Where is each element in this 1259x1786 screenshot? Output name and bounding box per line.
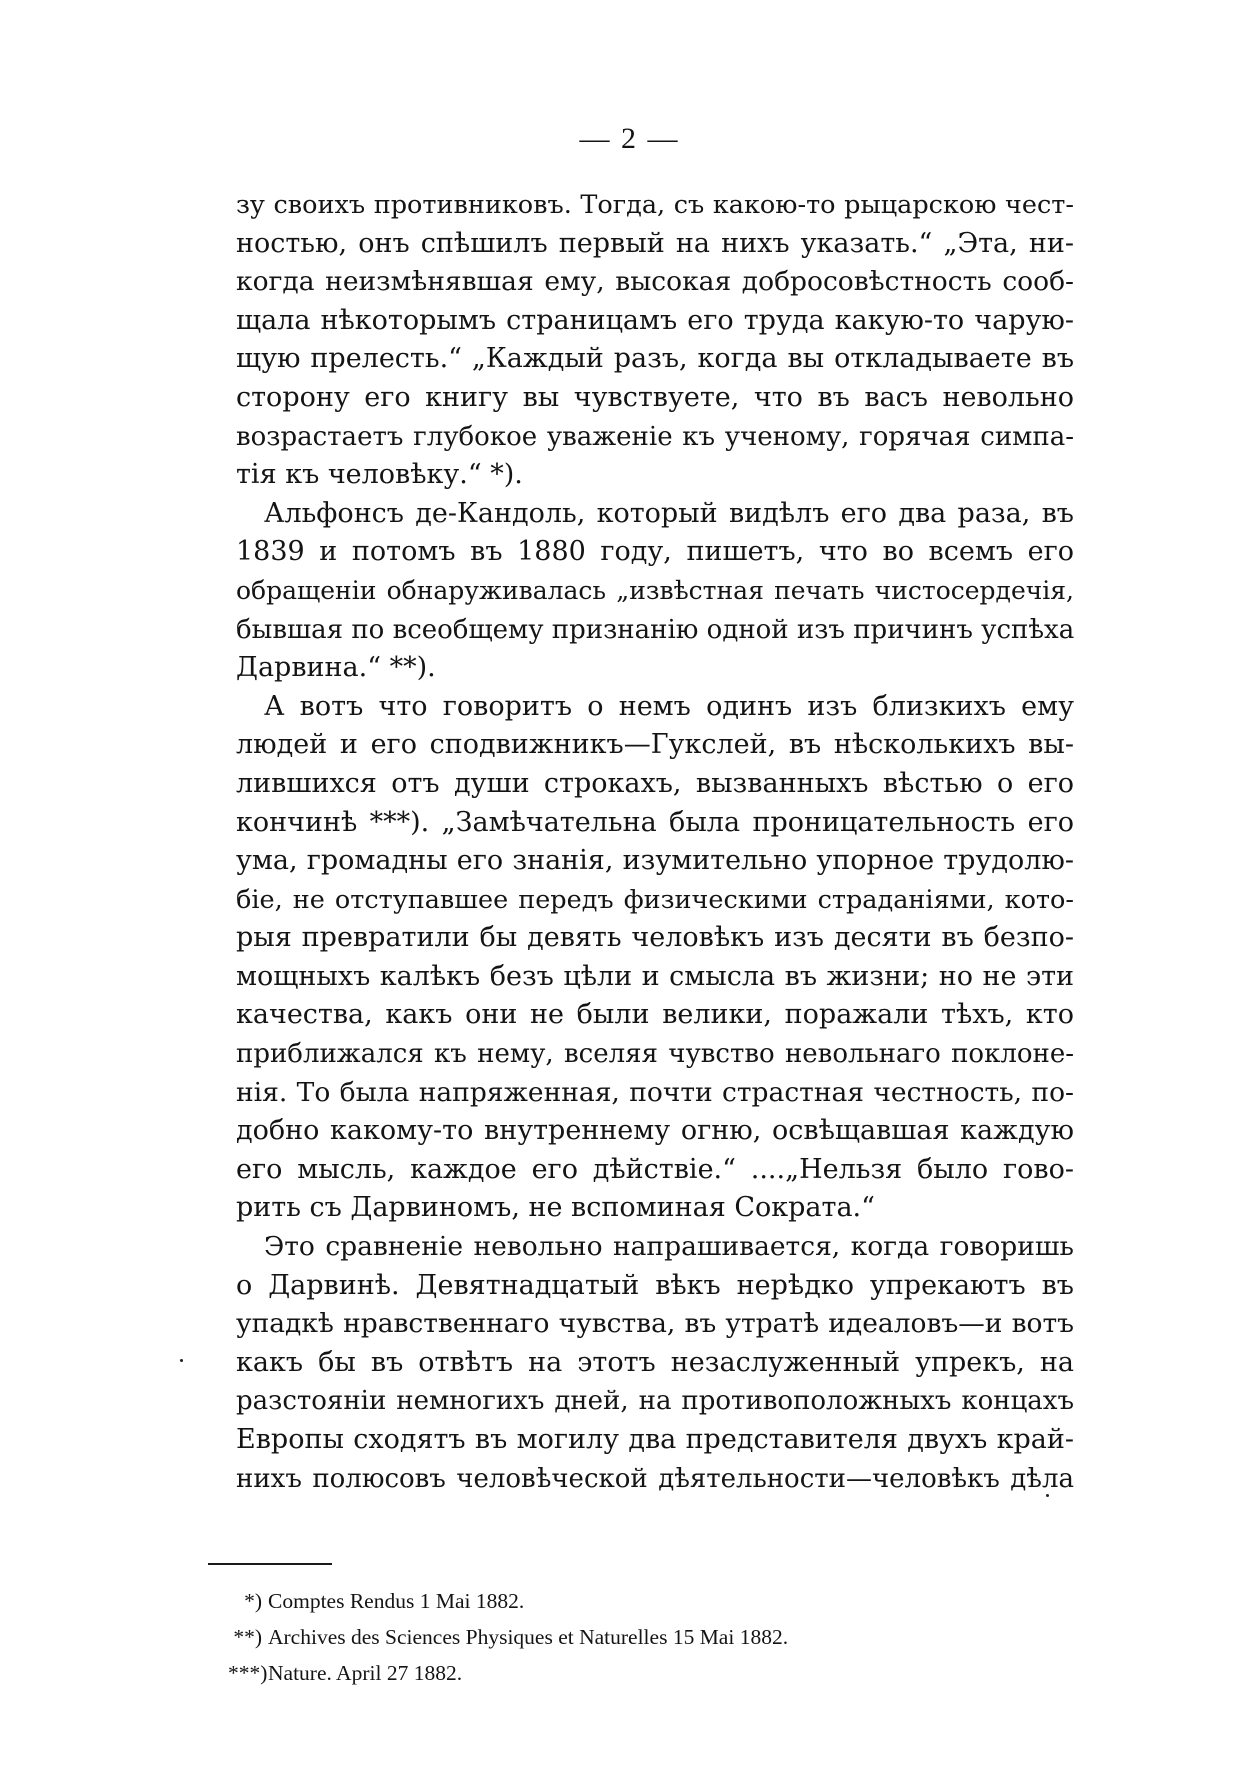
main-text xyxy=(236,186,1074,1498)
text-line: о Дарвинѣ. Девятнадцатый вѣкъ нерѣдко упрекаютъ въ xyxy=(236,1269,1074,1301)
text-line: тія къ человѣку.“ *). xyxy=(236,459,523,491)
text-line: щала нѣкоторымъ страницамъ его труда какую-то чарую- xyxy=(236,304,1074,336)
text-line: ума, громадны его знанія, изумительно упорное трудолю- xyxy=(236,845,1074,877)
footnote xyxy=(228,1583,1028,1619)
footnote-text: Archives des Sciences Physiques et Naturelles 15 Mai 1882. xyxy=(268,1625,789,1649)
text-line: бывшая по всеобщему признанію одной изъ причинъ успѣха xyxy=(236,614,1075,645)
text-line: рить съ Дарвиномъ, не вспоминая Сократа.“ xyxy=(236,1192,875,1224)
text-line: сторону его книгу вы чувствуете, что въ васъ невольно xyxy=(236,381,1074,413)
text-line: какъ бы въ отвѣтъ на этотъ незаслуженный упрекъ, на xyxy=(236,1346,1074,1378)
text-line: добно какому-то внутреннему огню, освѣщавшая каждую xyxy=(236,1115,1074,1147)
text-line: біе, не отступавшее передъ физическими страданіями, кото- xyxy=(236,884,1074,915)
footnotes xyxy=(228,1583,1028,1691)
page-number: — 2 — xyxy=(579,122,680,155)
footnote-mark: **) xyxy=(233,1625,262,1649)
footnote-mark: *) xyxy=(244,1589,262,1613)
text-line: мощныхъ калѣкъ безъ цѣли и смысла въ жизни; но не эти xyxy=(236,960,1074,992)
text-line: Альфонсъ де-Кандоль, который видѣлъ его два раза, въ xyxy=(264,497,1074,529)
print-speck xyxy=(1046,1494,1049,1497)
text-line: кончинѣ ***). „Замѣчательна была проницательность его xyxy=(236,806,1074,838)
text-line: А вотъ что говоритъ о немъ одинъ изъ близкихъ ему xyxy=(264,690,1074,722)
text-line: ностью, онъ спѣшилъ первый на нихъ указать.“ „Эта, ни- xyxy=(236,227,1074,259)
footnote-divider xyxy=(208,1563,332,1565)
text-line: качества, какъ они не были велики, поражали тѣхъ, кто xyxy=(236,999,1074,1031)
paragraph-1 xyxy=(236,186,1074,495)
footnote xyxy=(228,1619,1028,1655)
footnote-text: Comptes Rendus 1 Mai 1882. xyxy=(268,1589,525,1613)
text-line: щую прелесть.“ „Каждый разъ, когда вы откладываете въ xyxy=(236,343,1074,375)
paragraph-4 xyxy=(236,1228,1074,1498)
text-line: его мысль, каждое его дѣйствіе.“ ....„Нельзя было гово- xyxy=(236,1153,1074,1185)
footnote xyxy=(228,1655,1028,1691)
text-line: 1839 и потомъ въ 1880 году, пишетъ, что во всемъ его xyxy=(236,536,1074,568)
text-line: разстояніи немногихъ дней, на противоположныхъ концахъ xyxy=(236,1386,1074,1417)
text-line: Дарвина.“ **). xyxy=(236,652,436,684)
text-line: рыя превратили бы девять человѣкъ изъ десяти въ безпо- xyxy=(236,922,1074,954)
text-line: упадкѣ нравственнаго чувства, въ утратѣ идеаловъ—и вотъ xyxy=(236,1308,1074,1340)
text-line: обращеніи обнаруживалась „извѣстная печать чистосердечія, xyxy=(236,575,1074,605)
footnote-text: Nature. April 27 1882. xyxy=(268,1661,463,1685)
paragraph-3 xyxy=(236,688,1074,1228)
text-line: нія. То была напряженная, почти страстная честность, по- xyxy=(236,1076,1074,1108)
text-line: Это сравненіе невольно напрашивается, когда говоришь xyxy=(264,1231,1074,1263)
print-speck xyxy=(180,1359,183,1362)
text-line: людей и его сподвижникъ—Гукслей, въ нѣсколькихъ вы- xyxy=(236,729,1074,761)
footnote-mark: ***) xyxy=(228,1661,268,1685)
paragraph-2 xyxy=(236,495,1074,688)
text-line: зу своихъ противниковъ. Тогда, съ какою-то рыцарскою чест- xyxy=(236,190,1074,220)
text-line: нихъ полюсовъ человѣческой дѣятельности—человѣкъ дѣла xyxy=(236,1463,1074,1494)
text-line: Европы сходятъ въ могилу два представителя двухъ край- xyxy=(236,1424,1074,1455)
text-line: когда неизмѣнявшая ему, высокая добросовѣстность сооб- xyxy=(236,266,1074,298)
text-line: лившихся отъ души строкахъ, вызванныхъ вѣстью о его xyxy=(236,767,1074,799)
text-line: возрастаетъ глубокое уваженіе къ ученому, горячая симпа- xyxy=(236,421,1074,452)
text-line: приближался къ нему, вселяя чувство невольнаго поклоне- xyxy=(236,1039,1074,1070)
